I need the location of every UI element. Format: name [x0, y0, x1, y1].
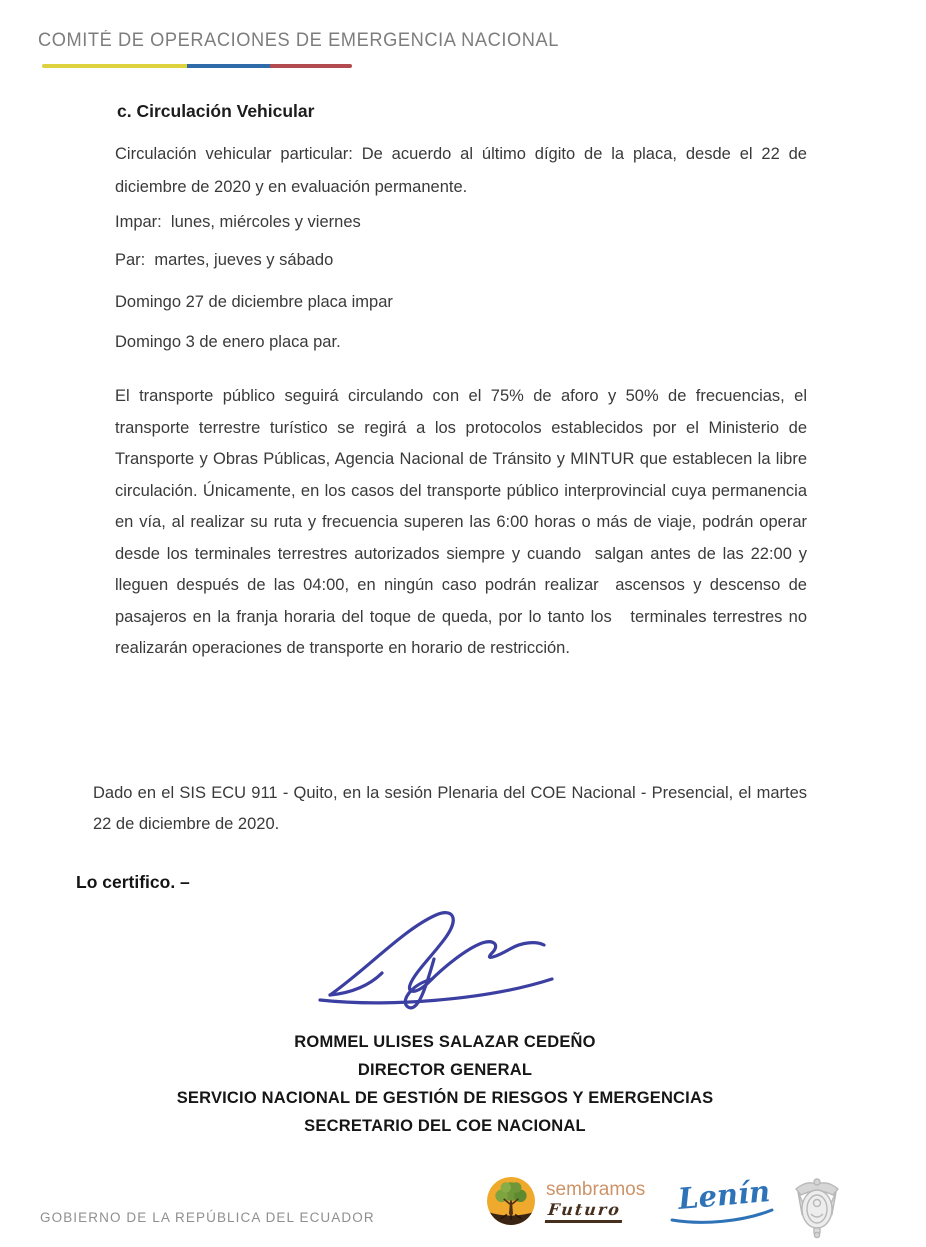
- signatory-title: DIRECTOR GENERAL: [357, 1061, 533, 1079]
- flag-red-segment: [270, 64, 352, 68]
- committee-title: COMITÉ DE OPERACIONES DE EMERGENCIA NACIONAL: [38, 30, 559, 51]
- lenin-word: Lenín: [676, 1174, 772, 1216]
- sembramos-word: sembramos: [546, 1179, 646, 1200]
- government-label: GOBIERNO DE LA REPÚBLICA DEL ECUADOR: [40, 1210, 375, 1225]
- signatory-block: [45, 1028, 845, 1140]
- futuro-word: Futuro: [545, 1200, 624, 1223]
- intro-paragraph: Circulación vehicular particular: De acuerdo al último dígito de la placa, desde el 22 de diciembre de 2020 y en evaluación permanente.: [115, 145, 812, 196]
- signature-scribble-icon: [312, 901, 560, 1019]
- sembramos-text: [546, 1179, 645, 1223]
- ecuador-flag-bar: [42, 64, 352, 68]
- signatory-organization: SERVICIO NACIONAL DE GESTIÓN DE RIESGOS Y EMERGENCIAS: [176, 1089, 714, 1107]
- schedule-line-par: Par: martes, jueves y sábado: [115, 251, 334, 269]
- certification-line: Lo certifico. –: [76, 872, 190, 892]
- schedule-line-sunday-3: Domingo 3 de enero placa par.: [115, 333, 341, 351]
- schedule-line-impar: Impar: lunes, miércoles y viernes: [115, 213, 361, 231]
- signature-image: [312, 901, 560, 1024]
- schedule-line-sunday-27: Domingo 27 de diciembre placa impar: [115, 293, 393, 311]
- transport-paragraph: El transporte público seguirá circulando con el 75% de aforo y 50% de frecuencias, el transporte terrestre turístico se regirá a los protocolos establecidos por el Ministerio de Transporte y Obras Públicas, Agencia Nacional de Tránsito y MINTUR que establecen la libre circulación. Únicamente, en los casos del transporte público interprovincial cuya permanencia en vía, al realizar su ruta y frecuencia superen las 6:00 horas o más de viaje, podrán operar desde los terminales terrestres autorizados siempre y cuando salgan antes de las 22:00 y lleguen después de las 04:00, en ningún caso podrán realizar ascensos y descenso de pasajeros en la franja horaria del toque de queda, por lo tanto los terminales terrestres no realizarán operaciones de transporte en horario de restricción.: [115, 387, 812, 657]
- sembramos-futuro-logo: [486, 1176, 645, 1226]
- signatory-name: ROMMEL ULISES SALAZAR CEDEÑO: [294, 1033, 596, 1051]
- lenin-logo: [668, 1174, 780, 1224]
- section-heading: c. Circulación Vehicular: [117, 101, 315, 121]
- closing-paragraph: Dado en el SIS ECU 911 - Quito, en la sesión Plenaria del COE Nacional - Presencial, el martes 22 de diciembre de 2020.: [93, 784, 812, 833]
- flag-blue-segment: [187, 64, 270, 68]
- signatory-role: SECRETARIO DEL COE NACIONAL: [304, 1117, 586, 1135]
- flag-yellow-segment: [42, 64, 187, 68]
- tree-icon: [486, 1176, 536, 1226]
- ecuador-coat-of-arms-icon: [789, 1176, 845, 1245]
